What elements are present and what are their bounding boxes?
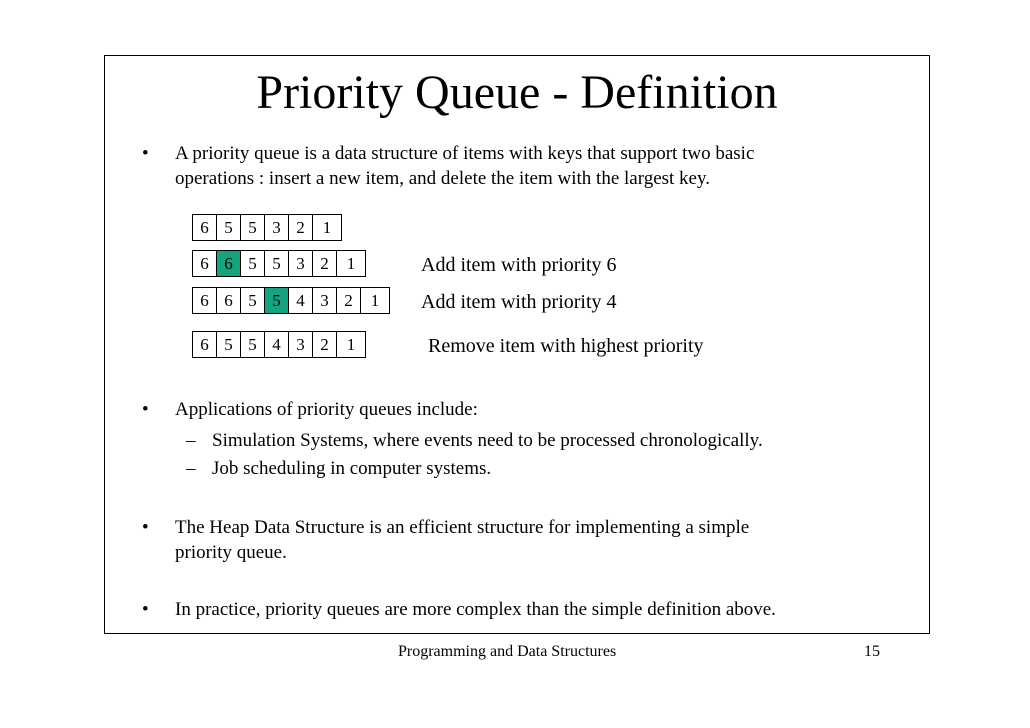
queue-cell: 5 [240,214,265,241]
queue-cell: 5 [240,250,265,277]
queue-cell: 5 [240,287,265,314]
queue-cell: 3 [312,287,337,314]
queue-cell: 4 [288,287,313,314]
bullet-marker: • [142,599,149,620]
footer-course-title: Programming and Data Structures [398,643,617,660]
queue-label-add-6: Add item with priority 6 [421,254,617,276]
queue-label-remove: Remove item with highest priority [428,335,704,357]
queue-cell: 6 [192,250,217,277]
bullet-marker: • [142,399,149,420]
practice-line: In practice, priority queues are more complex than the simple definition above. [175,599,776,620]
queue-cell: 6 [192,214,217,241]
queue-cell-new: 6 [216,250,241,277]
queue-cell: 5 [264,250,289,277]
queue-row-add-6 [192,250,366,277]
queue-cell: 4 [264,331,289,358]
queue-cell: 2 [336,287,361,314]
queue-cell: 1 [336,250,366,277]
bullet-marker: • [142,517,149,538]
definition-line-2: operations : insert a new item, and delete the item with the largest key. [175,168,711,189]
queue-cell: 5 [216,331,241,358]
bullet-marker: • [142,143,149,164]
queue-cell: 3 [288,250,313,277]
queue-label-add-4: Add item with priority 4 [421,291,617,313]
footer-page-number: 15 [864,643,880,660]
queue-cell: 1 [360,287,390,314]
queue-cell: 1 [312,214,342,241]
queue-cell: 3 [264,214,289,241]
queue-cell: 5 [216,214,241,241]
queue-cell-new: 5 [264,287,289,314]
queue-row-initial [192,214,342,241]
dash-marker: – [186,430,196,451]
queue-cell: 2 [312,331,337,358]
slide-title: Priority Queue - Definition [256,66,778,119]
dash-marker: – [186,458,196,479]
queue-cell: 6 [192,287,217,314]
queue-cell: 1 [336,331,366,358]
definition-line-1: A priority queue is a data structure of items with keys that support two basic [175,143,755,164]
queue-cell: 2 [312,250,337,277]
queue-row-add-4 [192,287,390,314]
application-item: Job scheduling in computer systems. [212,458,492,479]
heap-line-1: The Heap Data Structure is an efficient structure for implementing a simple [175,517,750,538]
applications-heading: Applications of priority queues include: [175,399,478,420]
queue-cell: 5 [240,331,265,358]
queue-cell: 2 [288,214,313,241]
queue-cell: 3 [288,331,313,358]
heap-line-2: priority queue. [175,542,287,563]
application-item: Simulation Systems, where events need to be processed chronologically. [212,430,763,451]
queue-cell: 6 [216,287,241,314]
queue-cell: 6 [192,331,217,358]
queue-row-remove [192,331,366,358]
